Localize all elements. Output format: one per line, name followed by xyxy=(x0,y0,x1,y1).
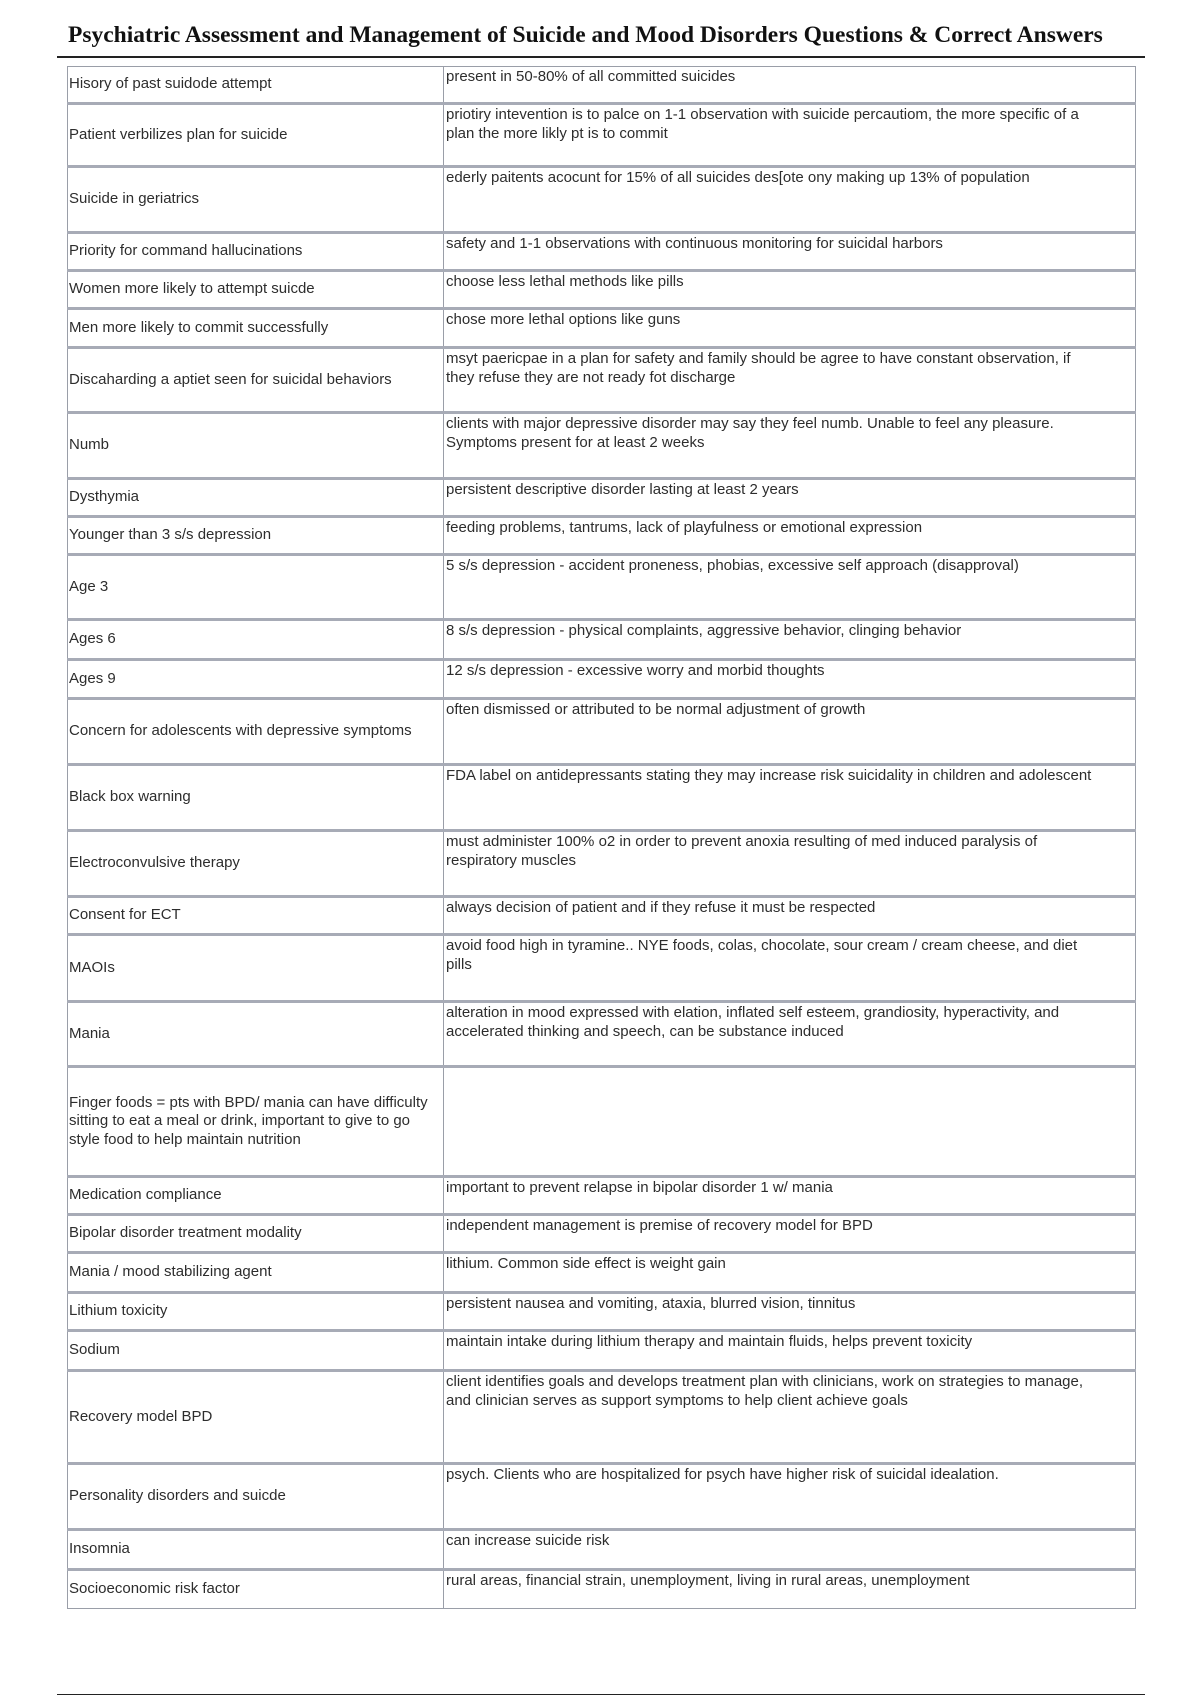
answer-cell xyxy=(444,167,1136,233)
question-cell xyxy=(68,699,444,765)
answer-cell xyxy=(444,1331,1136,1371)
question-cell xyxy=(68,1570,444,1609)
answer-text: important to prevent relapse in bipolar disorder 1 w/ mania xyxy=(446,1179,833,1196)
table-row xyxy=(68,1177,1136,1215)
answer-text xyxy=(446,1068,1095,1069)
question-cell xyxy=(68,1177,444,1215)
answer-text: psych. Clients who are hospitalized for psych have higher risk of suicidal idealation. xyxy=(446,1466,999,1483)
table-row xyxy=(68,104,1136,167)
table-row xyxy=(68,935,1136,1002)
answer-text: priotiry intevention is to palce on 1-1 observation with suicide percautiom, the more specific of a plan the more likly pt is to commit xyxy=(446,106,1079,142)
answer-cell xyxy=(444,1067,1136,1177)
question-text: Mania / mood stabilizing agent xyxy=(69,1263,272,1281)
question-cell xyxy=(68,1002,444,1067)
question-text: Women more likely to attempt suicde xyxy=(69,280,315,298)
answer-cell xyxy=(444,271,1136,309)
question-text: Electroconvulsive therapy xyxy=(69,854,240,872)
answer-cell xyxy=(444,348,1136,413)
page-title: Psychiatric Assessment and Management of Suicide and Mood Disorders Questions & Correct Answers xyxy=(68,22,1103,48)
answer-text: maintain intake during lithium therapy and maintain fluids, helps prevent toxicity xyxy=(446,1333,973,1350)
answer-cell xyxy=(444,935,1136,1002)
answer-cell xyxy=(444,1002,1136,1067)
table-row xyxy=(68,1253,1136,1293)
table-row xyxy=(68,167,1136,233)
table-row xyxy=(68,517,1136,555)
question-text: Mania xyxy=(69,1024,110,1042)
answer-text: avoid food high in tyramine.. NYE foods, colas, chocolate, sour cream / cream cheese, and diet pills xyxy=(446,937,1078,973)
answer-cell xyxy=(444,1215,1136,1253)
answer-cell xyxy=(444,620,1136,660)
question-cell xyxy=(68,167,444,233)
table-row xyxy=(68,897,1136,935)
table-row xyxy=(68,1371,1136,1464)
question-text: Bipolar disorder treatment modality xyxy=(69,1224,302,1242)
answer-text: alteration in mood expressed with elation, inflated self esteem, grandiosity, hyperactivity, and accelerated thinking and speech, can be substance induced xyxy=(446,1004,1060,1040)
table-row xyxy=(68,479,1136,517)
answer-text: always decision of patient and if they refuse it must be respected xyxy=(446,899,876,916)
question-cell xyxy=(68,517,444,555)
question-text: Age 3 xyxy=(69,577,109,595)
table-row xyxy=(68,348,1136,413)
table-row xyxy=(68,413,1136,479)
question-text: Consent for ECT xyxy=(69,906,181,924)
answer-text: FDA label on antidepressants stating they may increase risk suicidality in children and adolescent xyxy=(446,767,1092,784)
question-cell xyxy=(68,1331,444,1371)
question-cell xyxy=(68,104,444,167)
question-text: Finger foods = pts with BPD/ mania can have difficulty sitting to eat a meal or drink, important to give to go style food to help maintain nutrition xyxy=(69,1093,428,1148)
answer-text: rural areas, financial strain, unemployment, living in rural areas, unemployment xyxy=(446,1572,970,1589)
question-text: Discaharding a aptiet seen for suicidal behaviors xyxy=(69,370,392,388)
question-text: Ages 9 xyxy=(69,669,116,687)
question-text: Priority for command hallucinations xyxy=(69,242,303,260)
answer-cell xyxy=(444,517,1136,555)
answer-text: msyt paericpae in a plan for safety and family should be agree to have constant observation, if they refuse they are not ready fot discharge xyxy=(446,350,1071,386)
answer-cell xyxy=(444,1371,1136,1464)
table-row xyxy=(68,1067,1136,1177)
answer-cell xyxy=(444,104,1136,167)
question-cell xyxy=(68,935,444,1002)
answer-text: often dismissed or attributed to be normal adjustment of growth xyxy=(446,701,866,718)
table-row xyxy=(68,831,1136,897)
question-cell xyxy=(68,831,444,897)
answer-cell xyxy=(444,413,1136,479)
question-text: Dysthymia xyxy=(69,488,140,506)
table-row xyxy=(68,555,1136,620)
table-row xyxy=(68,1002,1136,1067)
table-row xyxy=(68,1215,1136,1253)
question-text: Medication compliance xyxy=(69,1186,222,1204)
question-cell xyxy=(68,620,444,660)
question-cell xyxy=(68,1464,444,1530)
table-row xyxy=(68,309,1136,348)
question-cell xyxy=(68,555,444,620)
table-row xyxy=(68,233,1136,271)
question-cell xyxy=(68,1530,444,1570)
question-text: Hisory of past suidode attempt xyxy=(69,75,272,93)
qa-table-body xyxy=(68,67,1136,1609)
table-row xyxy=(68,271,1136,309)
question-cell xyxy=(68,765,444,831)
question-text: Insomnia xyxy=(69,1540,130,1558)
answer-text: can increase suicide risk xyxy=(446,1532,610,1549)
question-cell xyxy=(68,1215,444,1253)
question-text: Lithium toxicity xyxy=(69,1302,168,1320)
answer-text: ederly paitents acocunt for 15% of all suicides des[ote ony making up 13% of population xyxy=(446,169,1030,186)
answer-cell xyxy=(444,1464,1136,1530)
answer-text: choose less lethal methods like pills xyxy=(446,273,684,290)
answer-text: 12 s/s depression - excessive worry and morbid thoughts xyxy=(446,662,825,679)
question-cell xyxy=(68,271,444,309)
table-row xyxy=(68,1530,1136,1570)
table-row xyxy=(68,1331,1136,1371)
question-text: Black box warning xyxy=(69,788,191,806)
answer-text: persistent descriptive disorder lasting at least 2 years xyxy=(446,481,799,498)
answer-text: chose more lethal options like guns xyxy=(446,311,681,328)
table-row xyxy=(68,699,1136,765)
answer-cell xyxy=(444,1570,1136,1609)
question-cell xyxy=(68,897,444,935)
footer-rule xyxy=(57,1694,1145,1695)
answer-text: client identifies goals and develops treatment plan with clinicians, work on strategies to manage, and clinician serves as support symptoms to help client achieve goals xyxy=(446,1373,1084,1409)
table-row xyxy=(68,765,1136,831)
answer-cell xyxy=(444,1293,1136,1331)
answer-cell xyxy=(444,897,1136,935)
question-text: Patient verbilizes plan for suicide xyxy=(69,125,288,143)
question-text: Personality disorders and suicde xyxy=(69,1487,286,1505)
table-row xyxy=(68,1293,1136,1331)
question-text: Ages 6 xyxy=(69,630,116,648)
question-cell xyxy=(68,660,444,699)
question-text: Sodium xyxy=(69,1341,120,1359)
title-rule xyxy=(57,56,1145,58)
question-cell xyxy=(68,67,444,104)
question-text: Men more likely to commit successfully xyxy=(69,318,329,336)
question-text: Numb xyxy=(69,436,110,454)
answer-text: must administer 100% o2 in order to prevent anoxia resulting of med induced paralysis of respiratory muscles xyxy=(446,833,1038,869)
answer-cell xyxy=(444,699,1136,765)
answer-cell xyxy=(444,309,1136,348)
answer-text: persistent nausea and vomiting, ataxia, blurred vision, tinnitus xyxy=(446,1295,856,1312)
question-text: MAOIs xyxy=(69,958,115,976)
question-text: Concern for adolescents with depressive symptoms xyxy=(69,722,412,740)
answer-text: independent management is premise of recovery model for BPD xyxy=(446,1217,873,1234)
answer-cell xyxy=(444,765,1136,831)
question-cell xyxy=(68,1371,444,1464)
answer-text: 5 s/s depression - accident proneness, phobias, excessive self approach (disapproval) xyxy=(446,557,1019,574)
question-cell xyxy=(68,348,444,413)
answer-text: lithium. Common side effect is weight gain xyxy=(446,1255,726,1272)
answer-cell xyxy=(444,831,1136,897)
question-cell xyxy=(68,1067,444,1177)
answer-cell xyxy=(444,1177,1136,1215)
answer-text: feeding problems, tantrums, lack of playfulness or emotional expression xyxy=(446,519,923,536)
table-row xyxy=(68,1464,1136,1530)
answer-text: clients with major depressive disorder may say they feel numb. Unable to feel any pleasure. Symptoms present for at least 2 weeks xyxy=(446,415,1054,451)
question-cell xyxy=(68,479,444,517)
table-row xyxy=(68,660,1136,699)
answer-cell xyxy=(444,233,1136,271)
question-text: Suicide in geriatrics xyxy=(69,190,200,208)
question-cell xyxy=(68,1293,444,1331)
answer-cell xyxy=(444,660,1136,699)
qa-table xyxy=(67,66,1136,1609)
answer-cell xyxy=(444,1530,1136,1570)
question-cell xyxy=(68,413,444,479)
answer-text: safety and 1-1 observations with continuous monitoring for suicidal harbors xyxy=(446,235,943,252)
question-cell xyxy=(68,233,444,271)
answer-cell xyxy=(444,479,1136,517)
question-cell xyxy=(68,1253,444,1293)
answer-cell xyxy=(444,67,1136,104)
answer-cell xyxy=(444,1253,1136,1293)
table-row xyxy=(68,67,1136,104)
table-row xyxy=(68,620,1136,660)
question-text: Recovery model BPD xyxy=(69,1407,213,1425)
question-cell xyxy=(68,309,444,348)
table-row xyxy=(68,1570,1136,1609)
question-text: Younger than 3 s/s depression xyxy=(69,526,272,544)
answer-text: 8 s/s depression - physical complaints, aggressive behavior, clinging behavior xyxy=(446,622,962,639)
answer-text: present in 50-80% of all committed suicides xyxy=(446,68,736,85)
answer-cell xyxy=(444,555,1136,620)
question-text: Socioeconomic risk factor xyxy=(69,1580,240,1598)
